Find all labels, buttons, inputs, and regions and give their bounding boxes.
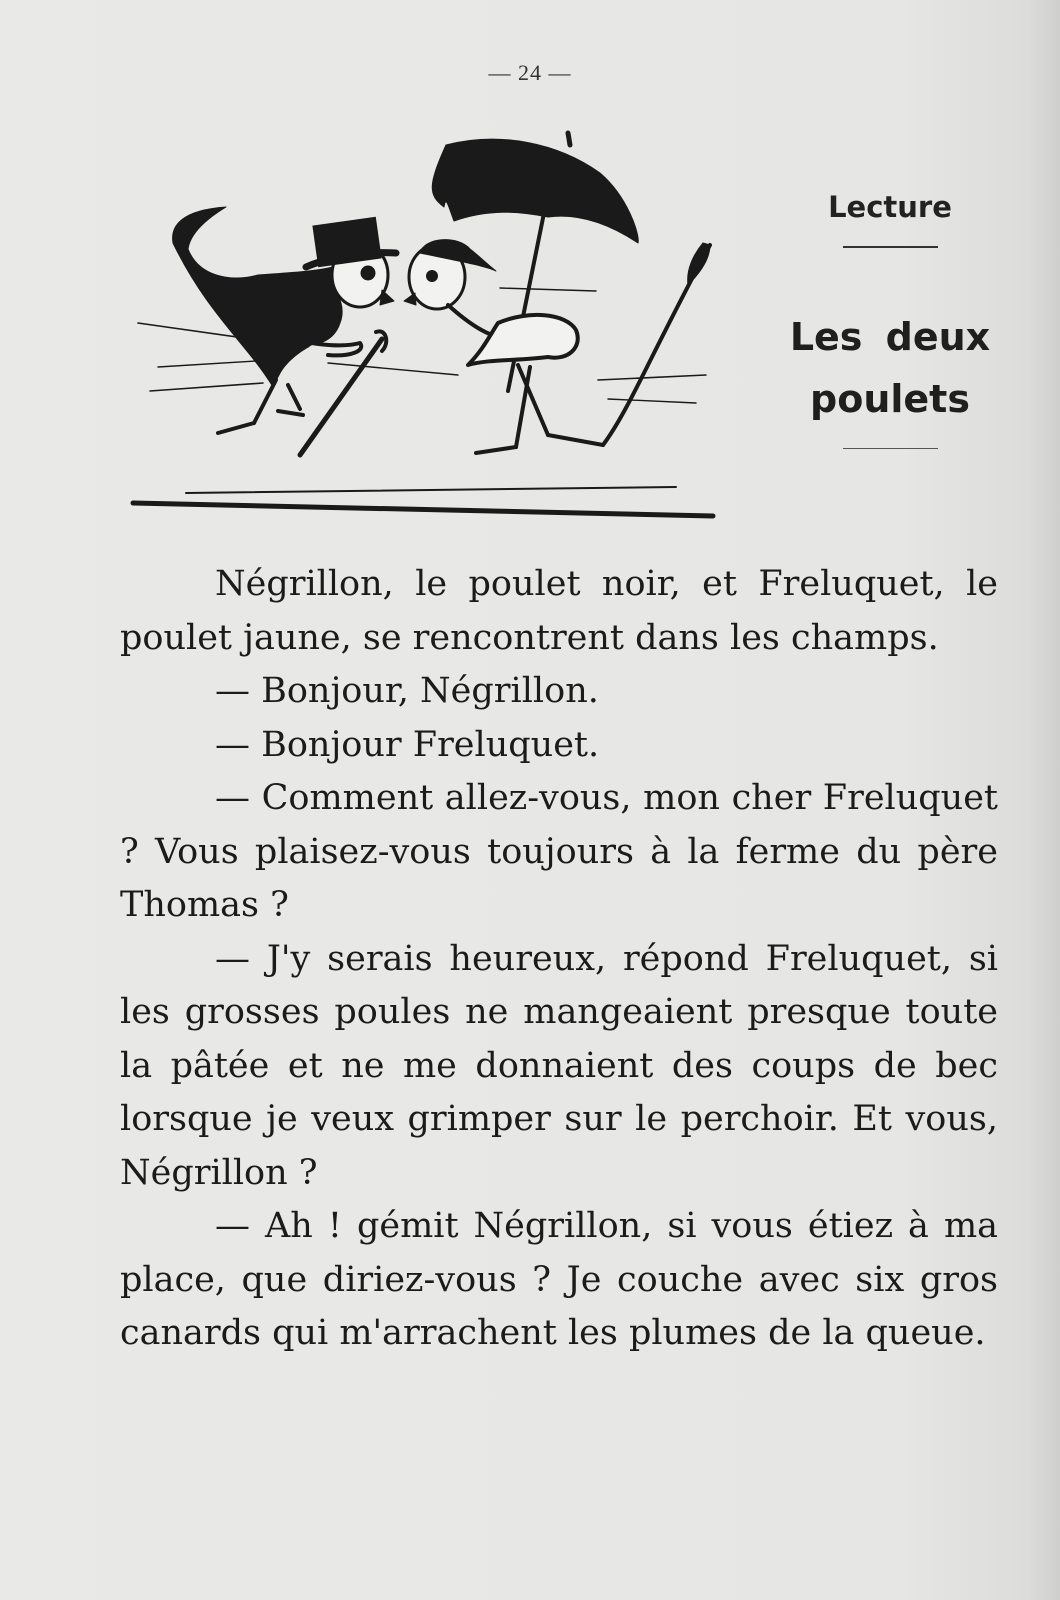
paragraph-dialogue: — Comment allez-vous, mon cher Freluquet ? Vous plaisez-vous toujours à la ferme du père Thomas ? (120, 778, 998, 925)
yellow-chicken (404, 133, 710, 453)
paragraph-dialogue: — Bonjour Freluquet. (215, 724, 600, 765)
heading-block (770, 190, 1010, 449)
paragraph-dialogue: — Ah ! gémit Négrillon, si vous étiez à ma place, que diriez-vous ? Je couche avec six gros canards qui m'arrachent les plumes de la queue. (120, 1206, 998, 1353)
story-title: Les deux poulets (789, 315, 991, 421)
paragraph-dialogue: — Bonjour, Négrillon. (215, 671, 599, 711)
page-number: — 24 — (488, 60, 572, 85)
kicker-underline (843, 246, 938, 248)
two-chickens-illustration (128, 125, 728, 535)
title-underline (843, 448, 938, 449)
black-chicken (173, 207, 396, 455)
paragraph-dialogue: — J'y serais heureux, répond Freluquet, si les grosses poules ne mangeaient presque toute la pâtée et ne me donnaient des coups de bec lorsque je veux grimper sur le perchoir. Et vous, Négrillon ? (120, 938, 998, 1193)
story-text (120, 558, 998, 1361)
section-kicker: Lecture (828, 190, 952, 224)
ground-lines (133, 288, 713, 516)
paragraph-intro: Négrillon, le poulet noir, et Freluquet, le poulet jaune, se rencontrent dans les champs. (120, 564, 998, 658)
